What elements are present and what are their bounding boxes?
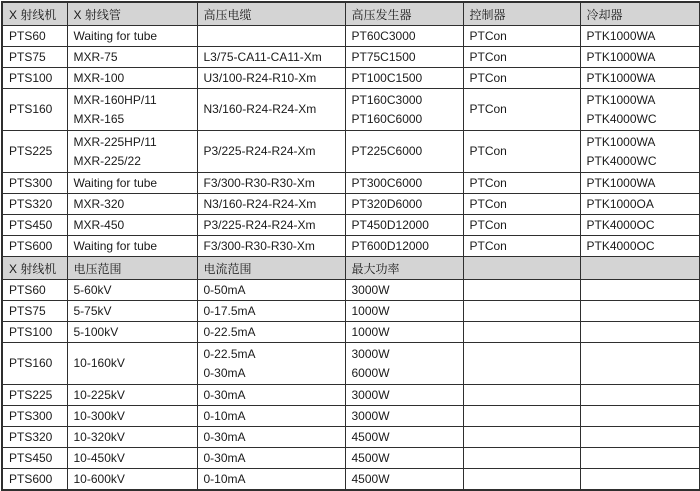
cell-cooler xyxy=(580,47,700,68)
cell-cooler xyxy=(580,173,700,194)
cell-machine xyxy=(2,469,67,491)
header-controller: 控制器 xyxy=(463,2,580,26)
cell-line: 4500W xyxy=(351,429,390,444)
cell-line: 0-30mA xyxy=(203,365,246,380)
cell-voltage xyxy=(67,322,197,343)
cell-power xyxy=(345,280,463,301)
cell-controller xyxy=(463,173,580,194)
cell-machine xyxy=(2,131,67,173)
cell-controller xyxy=(463,131,580,173)
cell-blank-1 xyxy=(463,343,580,385)
cell-generator xyxy=(345,131,463,173)
cell-blank-1 xyxy=(463,322,580,343)
cell-line: Waiting for tube xyxy=(73,238,158,253)
table-row xyxy=(2,448,700,469)
header-tube: X 射线管 xyxy=(67,2,197,26)
cell-blank-1 xyxy=(463,280,580,301)
header-generator: 高压发生器 xyxy=(345,2,463,26)
cell-line: 3000W xyxy=(351,387,390,402)
cell-generator xyxy=(345,173,463,194)
table-row xyxy=(2,469,700,491)
header-power: 最大功率 xyxy=(345,257,463,280)
cell-line: 4500W xyxy=(351,471,390,486)
cell-line: PTS600 xyxy=(9,471,53,486)
cell-machine xyxy=(2,406,67,427)
cell-voltage xyxy=(67,448,197,469)
cell-voltage xyxy=(67,301,197,322)
table-row xyxy=(2,131,700,173)
cell-line: PTK1000WA xyxy=(586,134,656,149)
header-row-equipment xyxy=(2,2,700,26)
cell-generator xyxy=(345,215,463,236)
cell-line: N3/160-R24-R24-Xm xyxy=(203,102,317,116)
header-row-ratings xyxy=(2,257,700,280)
cell-line: 3000W xyxy=(351,408,390,423)
cell-blank-2 xyxy=(580,427,700,448)
cell-line: 10-450kV xyxy=(73,450,125,465)
cell-cable xyxy=(197,131,345,173)
cell-machine xyxy=(2,173,67,194)
cell-cooler xyxy=(580,89,700,131)
cell-line: 0-10mA xyxy=(203,408,246,423)
cell-line: PTS300 xyxy=(9,175,53,190)
cell-line: PTS450 xyxy=(9,450,53,465)
cell-cable xyxy=(197,68,345,89)
cell-cooler xyxy=(580,194,700,215)
cell-tube xyxy=(67,131,197,173)
cell-machine xyxy=(2,385,67,406)
table-body xyxy=(2,2,700,490)
cell-tube xyxy=(67,215,197,236)
cell-controller xyxy=(463,215,580,236)
cell-current xyxy=(197,469,345,491)
cell-current xyxy=(197,280,345,301)
pts-specification-table xyxy=(1,1,700,491)
cell-line: 10-320kV xyxy=(73,429,125,444)
cell-line: PT160C6000 xyxy=(351,111,423,126)
cell-cooler xyxy=(580,68,700,89)
cell-cable xyxy=(197,47,345,68)
cell-line: 10-160kV xyxy=(73,356,125,370)
cell-line: 5-75kV xyxy=(73,303,112,318)
cell-line: PTK4000WC xyxy=(586,111,657,126)
cell-line: PTS225 xyxy=(9,387,53,402)
cell-line: 10-300kV xyxy=(73,408,125,423)
cell-voltage xyxy=(67,469,197,491)
cell-controller xyxy=(463,26,580,47)
cell-line: 5-60kV xyxy=(73,282,112,297)
cell-tube xyxy=(67,236,197,257)
cell-line: PT75C1500 xyxy=(351,49,416,64)
cell-line: L3/75-CA11-CA11-Xm xyxy=(203,49,322,64)
cell-machine xyxy=(2,448,67,469)
cell-line: PTCon xyxy=(469,175,507,190)
header-machine: X 射线机 xyxy=(2,2,67,26)
cell-line: MXR-450 xyxy=(73,217,125,232)
cell-line: PT320D6000 xyxy=(351,196,423,211)
cell-machine xyxy=(2,47,67,68)
cell-controller xyxy=(463,47,580,68)
cell-generator xyxy=(345,236,463,257)
cell-controller xyxy=(463,236,580,257)
cell-blank-2 xyxy=(580,343,700,385)
cell-line: PT160C3000 xyxy=(351,92,423,107)
cell-line: PTK4000WC xyxy=(586,153,657,168)
cell-line: MXR-225HP/11 xyxy=(73,134,157,149)
cell-power xyxy=(345,301,463,322)
cell-line: PTCon xyxy=(469,217,507,232)
cell-machine xyxy=(2,427,67,448)
table-row xyxy=(2,343,700,385)
cell-generator xyxy=(345,89,463,131)
cell-generator xyxy=(345,194,463,215)
cell-line: PTK1000WA xyxy=(586,28,656,43)
cell-line: 1000W xyxy=(351,324,390,339)
cell-line: PTS225 xyxy=(9,144,53,158)
cell-blank-2 xyxy=(580,469,700,491)
cell-machine xyxy=(2,322,67,343)
cell-line: 10-225kV xyxy=(73,387,125,402)
cell-controller xyxy=(463,68,580,89)
cell-line: PTK1000WA xyxy=(586,70,656,85)
table-row xyxy=(2,26,700,47)
cell-current xyxy=(197,322,345,343)
cell-line: PTK4000OC xyxy=(586,238,655,253)
cell-tube xyxy=(67,89,197,131)
cell-power xyxy=(345,343,463,385)
cell-line: PTS60 xyxy=(9,282,46,297)
cell-line: 4500W xyxy=(351,450,390,465)
cell-power xyxy=(345,322,463,343)
cell-line: PTS320 xyxy=(9,429,53,444)
cell-line: MXR-75 xyxy=(73,49,118,64)
cell-blank-1 xyxy=(463,427,580,448)
cell-machine xyxy=(2,343,67,385)
cell-tube xyxy=(67,173,197,194)
cell-power xyxy=(345,448,463,469)
header-cable: 高压电缆 xyxy=(197,2,345,26)
cell-line: PTS320 xyxy=(9,196,53,211)
table-row xyxy=(2,173,700,194)
cell-line: P3/225-R24-R24-Xm xyxy=(203,217,316,232)
cell-blank-1 xyxy=(463,301,580,322)
table-row xyxy=(2,89,700,131)
cell-line: PTS160 xyxy=(9,356,53,370)
cell-line: PTK1000WA xyxy=(586,175,656,190)
cell-blank-1 xyxy=(463,448,580,469)
cell-line: MXR-225/22 xyxy=(73,153,141,168)
cell-current xyxy=(197,448,345,469)
cell-machine xyxy=(2,68,67,89)
cell-line: PTCon xyxy=(469,70,507,85)
table-row xyxy=(2,47,700,68)
cell-line: 3000W xyxy=(351,282,390,297)
cell-tube xyxy=(67,47,197,68)
cell-cable xyxy=(197,194,345,215)
cell-blank-2 xyxy=(580,301,700,322)
cell-current xyxy=(197,343,345,385)
cell-line: MXR-160HP/11 xyxy=(73,92,157,107)
cell-line: 0-50mA xyxy=(203,282,246,297)
cell-line: PTCon xyxy=(469,144,507,158)
cell-blank-2 xyxy=(580,406,700,427)
cell-machine xyxy=(2,26,67,47)
cell-line: PTK1000OA xyxy=(586,196,654,211)
cell-cable xyxy=(197,26,345,47)
cell-generator xyxy=(345,47,463,68)
cell-line: F3/300-R30-R30-Xm xyxy=(203,175,315,190)
cell-cable xyxy=(197,89,345,131)
cell-line: PT450D12000 xyxy=(351,217,429,232)
cell-line: 1000W xyxy=(351,303,390,318)
cell-current xyxy=(197,406,345,427)
cell-blank-2 xyxy=(580,280,700,301)
table-row xyxy=(2,322,700,343)
cell-cable xyxy=(197,173,345,194)
cell-generator xyxy=(345,26,463,47)
cell-voltage xyxy=(67,385,197,406)
cell-machine xyxy=(2,280,67,301)
cell-current xyxy=(197,427,345,448)
cell-line: 0-30mA xyxy=(203,450,246,465)
cell-generator xyxy=(345,68,463,89)
cell-controller xyxy=(463,89,580,131)
table-row xyxy=(2,280,700,301)
cell-line: F3/300-R30-R30-Xm xyxy=(203,238,315,253)
table-row xyxy=(2,215,700,236)
table-row xyxy=(2,68,700,89)
cell-line: PTCon xyxy=(469,196,507,211)
cell-voltage xyxy=(67,406,197,427)
cell-line: PTS160 xyxy=(9,102,53,116)
cell-line: 0-22.5mA xyxy=(203,324,256,339)
cell-cooler xyxy=(580,131,700,173)
table-row xyxy=(2,406,700,427)
cell-line: P3/225-R24-R24-Xm xyxy=(203,144,316,158)
cell-blank-2 xyxy=(580,322,700,343)
cell-current xyxy=(197,385,345,406)
cell-line: PTCon xyxy=(469,49,507,64)
cell-line: Waiting for tube xyxy=(73,28,158,43)
header-voltage: 电压范围 xyxy=(67,257,197,280)
table-row xyxy=(2,301,700,322)
cell-line: 0-17.5mA xyxy=(203,303,256,318)
header-machine: X 射线机 xyxy=(2,257,67,280)
table-row xyxy=(2,194,700,215)
cell-line: PT225C6000 xyxy=(351,144,423,158)
cell-line: PT300C6000 xyxy=(351,175,423,190)
cell-line: PTK4000OC xyxy=(586,217,655,232)
cell-power xyxy=(345,469,463,491)
table-row xyxy=(2,427,700,448)
cell-cable xyxy=(197,236,345,257)
cell-machine xyxy=(2,236,67,257)
cell-line: PTS600 xyxy=(9,238,53,253)
cell-line: Waiting for tube xyxy=(73,175,158,190)
cell-cooler xyxy=(580,26,700,47)
cell-power xyxy=(345,385,463,406)
cell-blank-2 xyxy=(580,385,700,406)
cell-line: PTK1000WA xyxy=(586,92,656,107)
cell-line: PTK1000WA xyxy=(586,49,656,64)
cell-cable xyxy=(197,215,345,236)
cell-line: 6000W xyxy=(351,365,390,380)
cell-line: MXR-165 xyxy=(73,111,125,126)
header-cooler: 冷却器 xyxy=(580,2,700,26)
cell-line: PTS450 xyxy=(9,217,53,232)
cell-line: 0-10mA xyxy=(203,471,246,486)
cell-line: PTS100 xyxy=(9,70,53,85)
cell-line: PT600D12000 xyxy=(351,238,429,253)
table-row xyxy=(2,385,700,406)
cell-blank-1 xyxy=(463,406,580,427)
cell-line: 10-600kV xyxy=(73,471,125,486)
header-current: 电流范围 xyxy=(197,257,345,280)
cell-line: MXR-320 xyxy=(73,196,125,211)
cell-line: PTS60 xyxy=(9,28,46,43)
cell-current xyxy=(197,301,345,322)
cell-line: N3/160-R24-R24-Xm xyxy=(203,196,317,211)
cell-tube xyxy=(67,26,197,47)
cell-line: 3000W xyxy=(351,346,390,361)
cell-cooler xyxy=(580,215,700,236)
cell-line: PT100C1500 xyxy=(351,70,423,85)
cell-line: PTCon xyxy=(469,28,507,43)
cell-machine xyxy=(2,215,67,236)
cell-voltage xyxy=(67,280,197,301)
cell-blank-2 xyxy=(580,448,700,469)
cell-blank-1 xyxy=(463,385,580,406)
cell-voltage xyxy=(67,343,197,385)
cell-line: PTS100 xyxy=(9,324,53,339)
cell-line: PTCon xyxy=(469,238,507,253)
cell-blank-1 xyxy=(463,469,580,491)
cell-line: 0-22.5mA xyxy=(203,346,256,361)
cell-line: PTS75 xyxy=(9,303,46,318)
cell-line: MXR-100 xyxy=(73,70,125,85)
cell-line: 0-30mA xyxy=(203,429,246,444)
header-blank-2 xyxy=(580,257,700,280)
table-row xyxy=(2,236,700,257)
cell-line: U3/100-R24-R10-Xm xyxy=(203,70,317,85)
header-blank-1 xyxy=(463,257,580,280)
cell-line: PTS75 xyxy=(9,49,46,64)
cell-line: 0-30mA xyxy=(203,387,246,402)
cell-machine xyxy=(2,194,67,215)
cell-tube xyxy=(67,194,197,215)
cell-power xyxy=(345,406,463,427)
cell-tube xyxy=(67,68,197,89)
cell-voltage xyxy=(67,427,197,448)
cell-line: PTS300 xyxy=(9,408,53,423)
cell-line: PT60C3000 xyxy=(351,28,416,43)
cell-machine xyxy=(2,301,67,322)
cell-line: 5-100kV xyxy=(73,324,119,339)
cell-power xyxy=(345,427,463,448)
cell-cooler xyxy=(580,236,700,257)
cell-controller xyxy=(463,194,580,215)
cell-machine xyxy=(2,89,67,131)
cell-line: PTCon xyxy=(469,102,507,116)
